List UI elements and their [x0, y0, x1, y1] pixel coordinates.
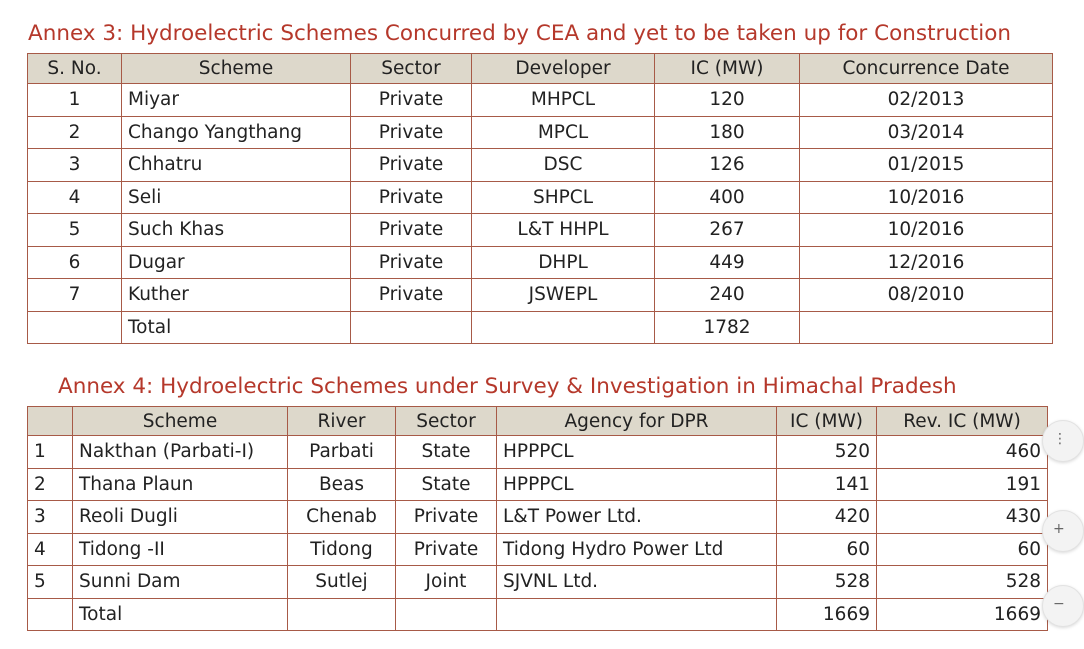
- header-rev-ic-mw: Rev. IC (MW): [877, 407, 1048, 436]
- table-row: [28, 533, 1048, 566]
- plus-icon: +: [1053, 521, 1065, 537]
- cell-index: 5: [28, 566, 73, 599]
- cell-concurrence-date: 02/2013: [800, 84, 1053, 117]
- cell-concurrence-date: 01/2015: [800, 149, 1053, 182]
- cell-scheme: Such Khas: [122, 214, 351, 247]
- cell-ic-mw: 528: [777, 566, 877, 599]
- cell-s-no: 2: [28, 116, 122, 149]
- header-river: River: [288, 407, 396, 436]
- cell-rev-ic-mw: 430: [877, 501, 1048, 534]
- cell-scheme: Tidong -II: [73, 533, 288, 566]
- annex3-table: [27, 53, 1053, 344]
- table-header-row: [28, 407, 1048, 436]
- cell-ic-mw: 126: [655, 149, 800, 182]
- table-row: [28, 149, 1053, 182]
- cell-developer: SHPCL: [472, 181, 655, 214]
- table-row: [28, 279, 1053, 312]
- cell-developer: [472, 311, 655, 344]
- header-sector: Sector: [396, 407, 497, 436]
- cell-concurrence-date: 10/2016: [800, 181, 1053, 214]
- table-row: [28, 116, 1053, 149]
- cell-sector: Private: [396, 533, 497, 566]
- header-scheme: Scheme: [122, 54, 351, 84]
- cell-river: Chenab: [288, 501, 396, 534]
- cell-sector: State: [396, 436, 497, 469]
- cell-ic-mw: 1669: [777, 598, 877, 631]
- cell-scheme: Kuther: [122, 279, 351, 312]
- cell-ic-mw: 520: [777, 436, 877, 469]
- cell-rev-ic-mw: 460: [877, 436, 1048, 469]
- cell-sector: Private: [351, 181, 472, 214]
- cell-sector: Private: [351, 116, 472, 149]
- cell-sector: [351, 311, 472, 344]
- cell-developer: DSC: [472, 149, 655, 182]
- cell-scheme: Seli: [122, 181, 351, 214]
- header-scheme: Scheme: [73, 407, 288, 436]
- cell-concurrence-date: 10/2016: [800, 214, 1053, 247]
- cell-ic-mw: 120: [655, 84, 800, 117]
- table-row: [28, 246, 1053, 279]
- header-s-no: S. No.: [28, 54, 122, 84]
- table-row: [28, 566, 1048, 599]
- cell-index: 1: [28, 436, 73, 469]
- cell-scheme: Nakthan (Parbati-I): [73, 436, 288, 469]
- header-concurrence-date: Concurrence Date: [800, 54, 1053, 84]
- cell-s-no: 4: [28, 181, 122, 214]
- cell-ic-mw: 420: [777, 501, 877, 534]
- cell-index: 2: [28, 468, 73, 501]
- cell-index: [28, 598, 73, 631]
- cell-s-no: 1: [28, 84, 122, 117]
- table-row: [28, 436, 1048, 469]
- cell-scheme: Reoli Dugli: [73, 501, 288, 534]
- cell-developer: MHPCL: [472, 84, 655, 117]
- cell-concurrence-date: [800, 311, 1053, 344]
- cell-scheme: Chhatru: [122, 149, 351, 182]
- header-developer: Developer: [472, 54, 655, 84]
- table-row: [28, 501, 1048, 534]
- cell-s-no: [28, 311, 122, 344]
- cell-agency: SJVNL Ltd.: [497, 566, 777, 599]
- cell-ic-mw: 400: [655, 181, 800, 214]
- cell-river: Beas: [288, 468, 396, 501]
- cell-river: [288, 598, 396, 631]
- cell-rev-ic-mw: 191: [877, 468, 1048, 501]
- cell-developer: DHPL: [472, 246, 655, 279]
- cell-agency: HPPPCL: [497, 468, 777, 501]
- cell-river: Sutlej: [288, 566, 396, 599]
- cell-concurrence-date: 08/2010: [800, 279, 1053, 312]
- cell-sector: Private: [351, 279, 472, 312]
- side-zoom-out-button[interactable]: [1042, 585, 1084, 627]
- cell-rev-ic-mw: 528: [877, 566, 1048, 599]
- total-row: [28, 311, 1053, 344]
- cell-s-no: 5: [28, 214, 122, 247]
- cell-scheme: Total: [122, 311, 351, 344]
- cell-s-no: 3: [28, 149, 122, 182]
- cell-ic-mw: 240: [655, 279, 800, 312]
- cell-developer: MPCL: [472, 116, 655, 149]
- header-index: [28, 407, 73, 436]
- cell-concurrence-date: 12/2016: [800, 246, 1053, 279]
- cell-developer: JSWEPL: [472, 279, 655, 312]
- cell-sector: Private: [351, 214, 472, 247]
- table-row: [28, 214, 1053, 247]
- cell-s-no: 6: [28, 246, 122, 279]
- header-ic-mw: IC (MW): [777, 407, 877, 436]
- cell-ic-mw: 449: [655, 246, 800, 279]
- annex4-title: Annex 4: Hydroelectric Schemes under Survey & Investigation in Himachal Pradesh: [58, 374, 957, 399]
- cell-agency: [497, 598, 777, 631]
- cell-scheme: Total: [73, 598, 288, 631]
- cell-river: Tidong: [288, 533, 396, 566]
- cell-agency: HPPPCL: [497, 436, 777, 469]
- cell-sector: Private: [396, 501, 497, 534]
- side-zoom-in-button[interactable]: [1042, 510, 1084, 552]
- side-scroll-button[interactable]: [1042, 420, 1084, 462]
- cell-rev-ic-mw: 60: [877, 533, 1048, 566]
- table-header-row: [28, 54, 1053, 84]
- cell-rev-ic-mw: 1669: [877, 598, 1048, 631]
- cell-scheme: Miyar: [122, 84, 351, 117]
- minus-icon: −: [1053, 596, 1065, 612]
- cell-scheme: Sunni Dam: [73, 566, 288, 599]
- cell-index: 4: [28, 533, 73, 566]
- cell-sector: Private: [351, 149, 472, 182]
- header-agency-for-dpr: Agency for DPR: [497, 407, 777, 436]
- header-sector: Sector: [351, 54, 472, 84]
- cell-index: 3: [28, 501, 73, 534]
- cell-ic-mw: 141: [777, 468, 877, 501]
- cell-ic-mw: 60: [777, 533, 877, 566]
- table-row: [28, 181, 1053, 214]
- cell-river: Parbati: [288, 436, 396, 469]
- cell-ic-mw: 267: [655, 214, 800, 247]
- cell-agency: Tidong Hydro Power Ltd: [497, 533, 777, 566]
- cell-s-no: 7: [28, 279, 122, 312]
- cell-scheme: Thana Plaun: [73, 468, 288, 501]
- cell-scheme: Chango Yangthang: [122, 116, 351, 149]
- cell-scheme: Dugar: [122, 246, 351, 279]
- cell-sector: State: [396, 468, 497, 501]
- header-ic-mw: IC (MW): [655, 54, 800, 84]
- cell-agency: L&T Power Ltd.: [497, 501, 777, 534]
- cell-sector: Private: [351, 84, 472, 117]
- total-row: [28, 598, 1048, 631]
- cell-sector: [396, 598, 497, 631]
- cell-developer: L&T HHPL: [472, 214, 655, 247]
- annex4-table: [27, 406, 1048, 631]
- cell-ic-mw: 1782: [655, 311, 800, 344]
- cell-concurrence-date: 03/2014: [800, 116, 1053, 149]
- cell-ic-mw: 180: [655, 116, 800, 149]
- table-row: [28, 468, 1048, 501]
- cell-sector: Private: [351, 246, 472, 279]
- annex3-title: Annex 3: Hydroelectric Schemes Concurred by CEA and yet to be taken up for Construction: [28, 21, 1011, 46]
- dots-icon: ⋮: [1053, 431, 1067, 447]
- cell-sector: Joint: [396, 566, 497, 599]
- table-row: [28, 84, 1053, 117]
